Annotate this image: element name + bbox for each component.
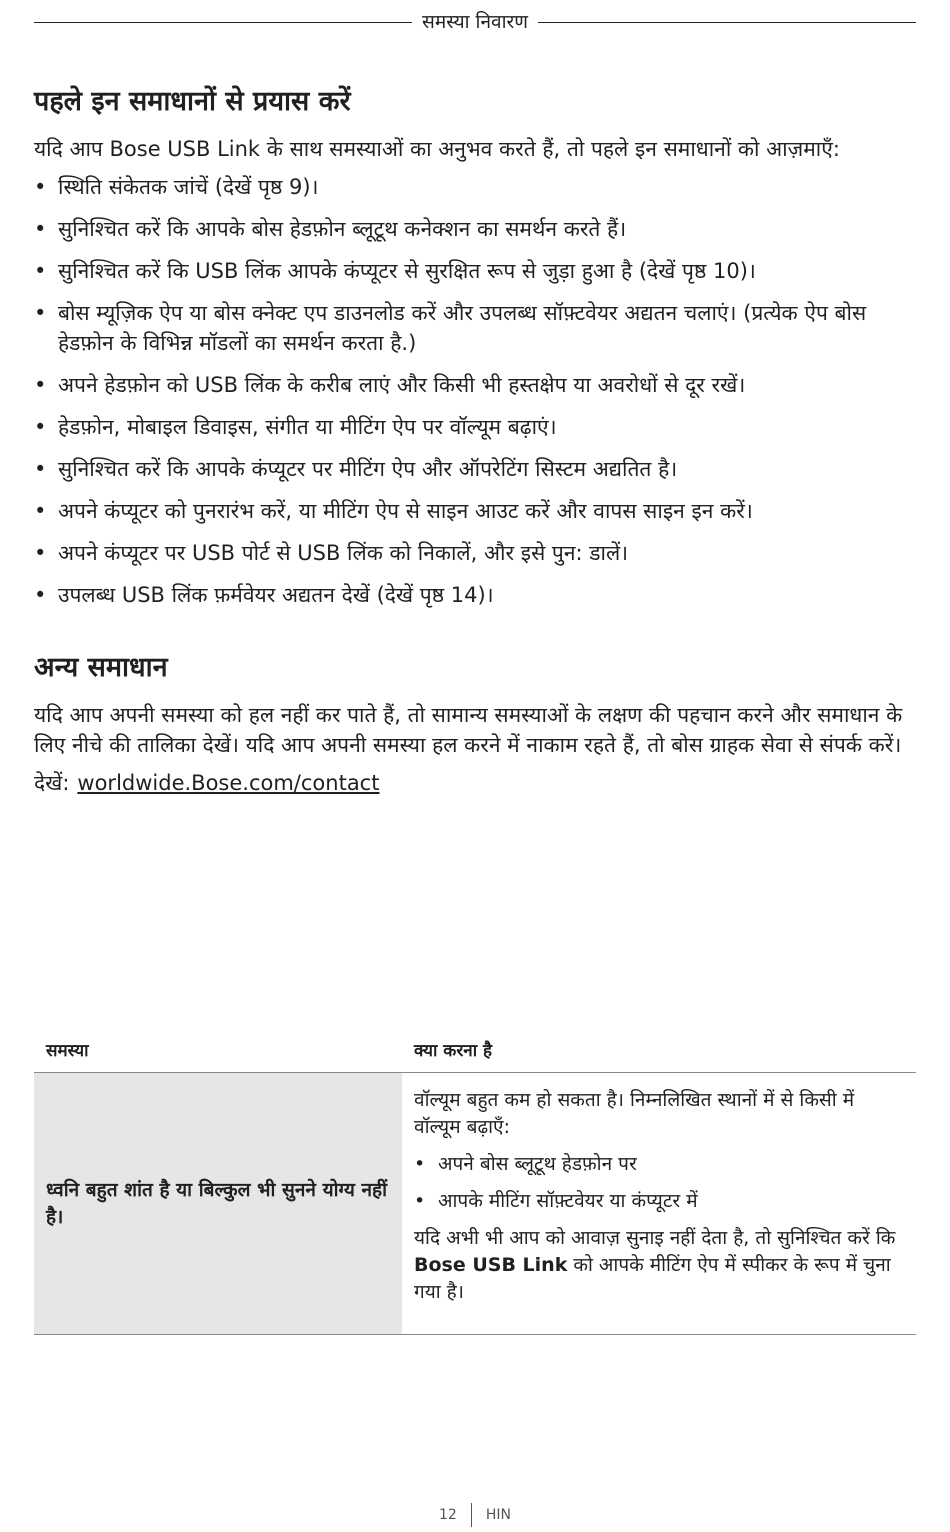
language-code: HIN bbox=[485, 1507, 511, 1523]
list-item: • बोस म्यूज़िक ऐप या बोस क्नेक्ट एप डाउनलोड करें और उपलब्ध सॉफ़्टवेयर अद्यतन चलाएं। (प्रत्येक ऐप बोस हेडफ़ोन के विभिन्न मॉडलों का समर्थन करता है.) bbox=[34, 298, 916, 358]
section1-intro: यदि आप Bose USB Link के साथ समस्याओं का अनुभव करते हैं, तो पहले इन समाधानों को आज़माएँ: bbox=[34, 137, 840, 161]
section2-heading: अन्य समाधान bbox=[34, 652, 168, 683]
contact-line bbox=[34, 768, 916, 798]
list-item: • हेडफ़ोन, मोबाइल डिवाइस, संगीत या मीटिंग ऐप पर वॉल्यूम बढ़ाएं। bbox=[34, 412, 916, 442]
list-item: • सुनिश्चित करें कि आपके कंप्यूटर पर मीटिंग ऐप और ऑपरेटिंग सिस्टम अद्यतित है। bbox=[34, 454, 916, 484]
section-title: समस्या निवारण bbox=[421, 11, 529, 33]
list-item: • उपलब्ध USB लिंक फ़र्मवेयर अद्यतन देखें (देखें पृष्ठ 14)। bbox=[34, 580, 916, 610]
list-item: • अपने बोस ब्लूटूथ हेडफ़ोन पर bbox=[414, 1151, 904, 1178]
column-header-solution: क्या करना है bbox=[402, 1032, 916, 1073]
solution-outro-text: यदि अभी भी आप को आवाज़ सुनाइ नहीं देता है, तो सुनिश्चित करें कि bbox=[414, 1227, 896, 1249]
solution-outro bbox=[414, 1225, 904, 1306]
footer-divider bbox=[471, 1503, 472, 1527]
list-item: • अपने कंप्यूटर को पुनरारंभ करें, या मीटिंग ऐप से साइन आउट करें और वापस साइन इन करें। bbox=[34, 496, 916, 526]
page-number: 12 bbox=[439, 1507, 457, 1523]
solution-cell bbox=[402, 1073, 916, 1335]
header-rule-right bbox=[538, 22, 916, 23]
section1-heading: पहले इन समाधानों से प्रयास करें bbox=[34, 86, 351, 117]
solution-intro: वॉल्यूम बहुत कम हो सकता है। निम्नलिखित स्थानों में से किसी में वॉल्यूम बढ़ाएँ: bbox=[414, 1089, 855, 1138]
solution-list bbox=[414, 1151, 904, 1215]
problem-cell: ध्वनि बहुत शांत है या बिल्कुल भी सुनने योग्य नहीं है। bbox=[34, 1073, 402, 1335]
header-rule-left bbox=[34, 22, 412, 23]
table-header-row bbox=[34, 1032, 916, 1073]
main-content bbox=[34, 82, 916, 798]
product-name: Bose USB Link bbox=[414, 1254, 568, 1276]
page-footer bbox=[0, 1500, 950, 1530]
other-solutions-section bbox=[34, 648, 916, 798]
table-row bbox=[34, 1073, 916, 1335]
solution-outro-text: को आपके मीटिंग ऐप में स्पीकर के रूप में चुना गया है। bbox=[414, 1254, 891, 1303]
section2-intro: यदि आप अपनी समस्या को हल नहीं कर पाते हैं, तो सामान्य समस्याओं के लक्षण की पहचान करने और समाधान के लिए नीचे की तालिका देखें। यदि आप अपनी समस्या हल करने में नाकाम रहते हैं, तो बोस ग्राहक सेवा से संपर्क करें। bbox=[34, 703, 903, 757]
list-item: • अपने हेडफ़ोन को USB लिंक के करीब लाएं और किसी भी हस्तक्षेप या अवरोधों से दूर रखें। bbox=[34, 370, 916, 400]
list-item: • सुनिश्चित करें कि USB लिंक आपके कंप्यूटर से सुरक्षित रूप से जुड़ा हुआ है (देखें पृष्ठ 10)। bbox=[34, 256, 916, 286]
see-label: देखें: bbox=[34, 771, 70, 795]
list-item: • सुनिश्चित करें कि आपके बोस हेडफ़ोन ब्लूटूथ कनेक्शन का समर्थन करते हैं। bbox=[34, 214, 916, 244]
list-item: • अपने कंप्यूटर पर USB पोर्ट से USB लिंक को निकालें, और इसे पुन: डालें। bbox=[34, 538, 916, 568]
troubleshooting-steps-list bbox=[34, 172, 916, 610]
page-header bbox=[34, 10, 916, 34]
list-item: • स्थिति संकेतक जांचें (देखें पृष्ठ 9)। bbox=[34, 172, 916, 202]
column-header-problem: समस्या bbox=[34, 1032, 402, 1073]
list-item: • आपके मीटिंग सॉफ़्टवेयर या कंप्यूटर में bbox=[414, 1188, 904, 1215]
contact-link[interactable]: worldwide.Bose.com/contact bbox=[77, 771, 380, 795]
troubleshooting-table bbox=[34, 1032, 916, 1335]
